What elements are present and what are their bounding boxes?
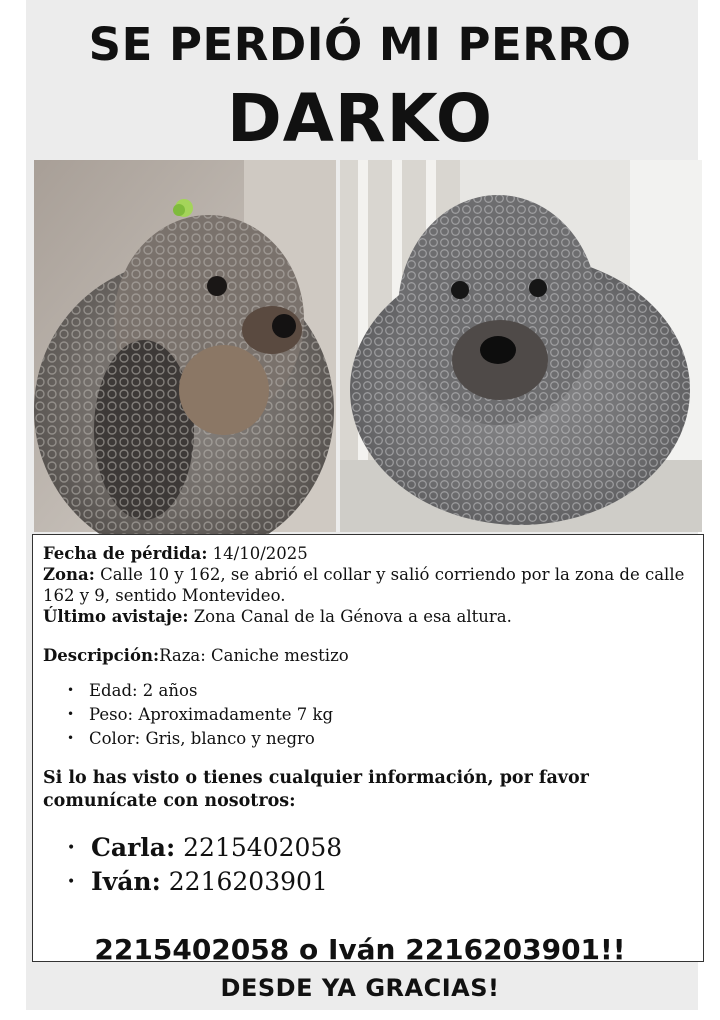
- dog-name-title: DARKO: [227, 80, 493, 157]
- partially-hidden-contact-line: 2215402058 o Iván 2216203901!!: [94, 933, 626, 966]
- thanks-footer: DESDE YA GRACIAS!: [220, 974, 500, 1002]
- contact-phone: 2216203901: [160, 866, 328, 896]
- loss-date-row: [43, 543, 693, 564]
- loss-date-label: Fecha de pérdida:: [43, 544, 208, 563]
- dog-photo-right: [340, 160, 702, 532]
- description-label: Descripción:: [43, 646, 160, 665]
- description-row: [43, 645, 693, 666]
- contact-name: Carla:: [91, 832, 176, 862]
- spec-age: • Edad: 2 años: [89, 680, 693, 701]
- contact-callout: Si lo has visto o tienes cualquier información, por favor comunícate con nosotros:: [43, 768, 589, 811]
- info-box: [32, 534, 704, 962]
- contact-phone: 2215402058: [175, 832, 343, 862]
- last-seen-row: [43, 606, 693, 627]
- photo-collage: [34, 160, 702, 532]
- poster-title: SE PERDIÓ MI PERRO: [88, 18, 632, 71]
- contact-ivan: [91, 865, 693, 899]
- dog-photo-left: [34, 160, 336, 532]
- loss-date-value: 14/10/2025: [207, 544, 308, 563]
- contacts-list: [43, 831, 693, 899]
- contact-carla: [91, 831, 693, 865]
- zone-row: [43, 564, 693, 606]
- zone-value: Calle 10 y 162, se abrió el collar y salió corriendo por la zona de calle 162 y 9, sentido Montevideo.: [43, 565, 685, 605]
- last-seen-label: Último avistaje:: [43, 607, 189, 626]
- zone-label: Zona:: [43, 565, 95, 584]
- last-seen-value: Zona Canal de la Génova a esa altura.: [188, 607, 512, 626]
- specs-list: [43, 680, 693, 749]
- spec-color: • Color: Gris, blanco y negro: [89, 728, 693, 749]
- description-value: Raza: Caniche mestizo: [159, 646, 349, 665]
- spec-weight: • Peso: Aproximadamente 7 kg: [89, 704, 693, 725]
- contact-name: Iván:: [91, 866, 161, 896]
